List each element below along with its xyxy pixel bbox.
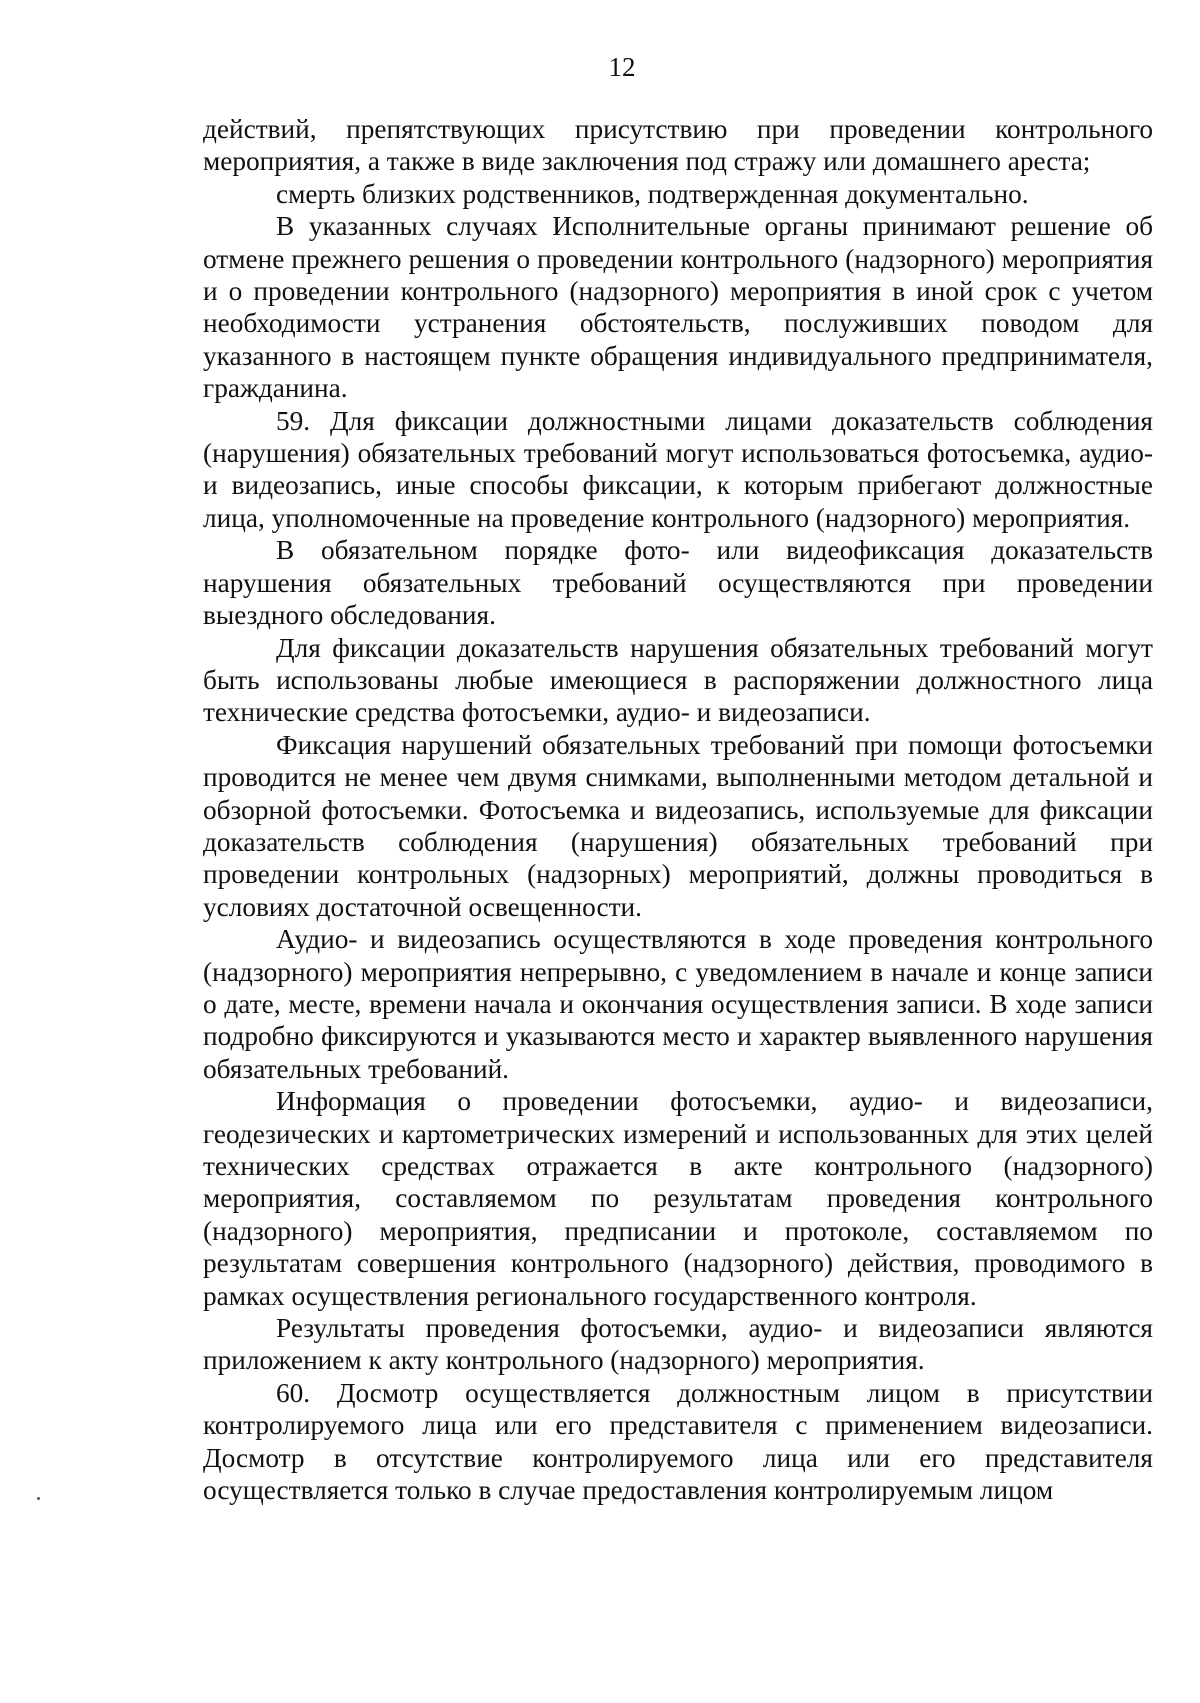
page-number: 12: [608, 52, 636, 82]
scan-speck: [37, 1497, 40, 1500]
paragraph: В обязательном порядке фото- или видеофиксация доказательств нарушения обязательных требований осуществляются при проведении выездного обследования.: [203, 535, 1153, 631]
paragraph: Аудио- и видеозапись осуществляются в ходе проведения контрольного (надзорного) мероприятия непрерывно, с уведомлением в начале и конце записи о дате, месте, времени начала и окончания осуществления записи. В ходе записи подробно фиксируются и указываются место и характер выявленного нарушения обязательных требований.: [203, 924, 1153, 1084]
paragraph: Результаты проведения фотосъемки, аудио- и видеозаписи являются приложением к акту контрольного (надзорного) мероприятия.: [203, 1313, 1153, 1376]
paragraph: Фиксация нарушений обязательных требований при помощи фотосъемки проводится не менее чем двумя снимками, выполненными методом детальной и обзорной фотосъемки. Фотосъемка и видеозапись, используемые для фиксации доказательств соблюдения (нарушения) обязательных требований при проведении контрольных (надзорных) мероприятий, должны проводиться в условиях достаточной освещенности.: [203, 729, 1153, 922]
paragraph: действий, препятствующих присутствию при проведении контрольного мероприятия, а также в виде заключения под стражу или домашнего ареста;: [203, 114, 1153, 177]
paragraph: смерть близких родственников, подтвержденная документально.: [276, 178, 1029, 209]
paragraph-item-60: 60. Досмотр осуществляется должностным лицом в присутствии контролируемого лица или его представителя с применением видеозаписи. Досмотр в отсутствие контролируемого лица или его представителя осуществляется только в случае предоставления контролируемым лицом: [203, 1377, 1153, 1506]
paragraph: В указанных случаях Исполнительные органы принимают решение об отмене прежнего решения о проведении контрольного (надзорного) мероприятия и о проведении контрольного (надзорного) мероприятия в иной срок с учетом необходимости устранения обстоятельств, послуживших поводом для указанного в настоящем пункте обращения индивидуального предпринимателя, гражданина.: [203, 211, 1153, 404]
paragraph-item-59: 59. Для фиксации должностными лицами доказательств соблюдения (нарушения) обязательных требований могут использоваться фотосъемка, аудио- и видеозапись, иные способы фиксации, к которым прибегают должностные лица, уполномоченные на проведение контрольного (надзорного) мероприятия.: [203, 405, 1153, 533]
paragraph: Информация о проведении фотосъемки, аудио- и видеозаписи, геодезических и картометрических измерений и использованных для этих целей технических средствах отражается в акте контрольного (надзорного) мероприятия, составляемом по результатам проведения контрольного (надзорного) мероприятия, предписании и протоколе, составляемом по результатам совершения контрольного (надзорного) действия, проводимого в рамках осуществления регионального государственного контроля.: [203, 1086, 1153, 1311]
paragraph: Для фиксации доказательств нарушения обязательных требований могут быть использованы любые имеющиеся в распоряжении должностного лица технические средства фотосъемки, аудио- и видеозаписи.: [203, 632, 1153, 728]
document-body: [203, 113, 1153, 1506]
